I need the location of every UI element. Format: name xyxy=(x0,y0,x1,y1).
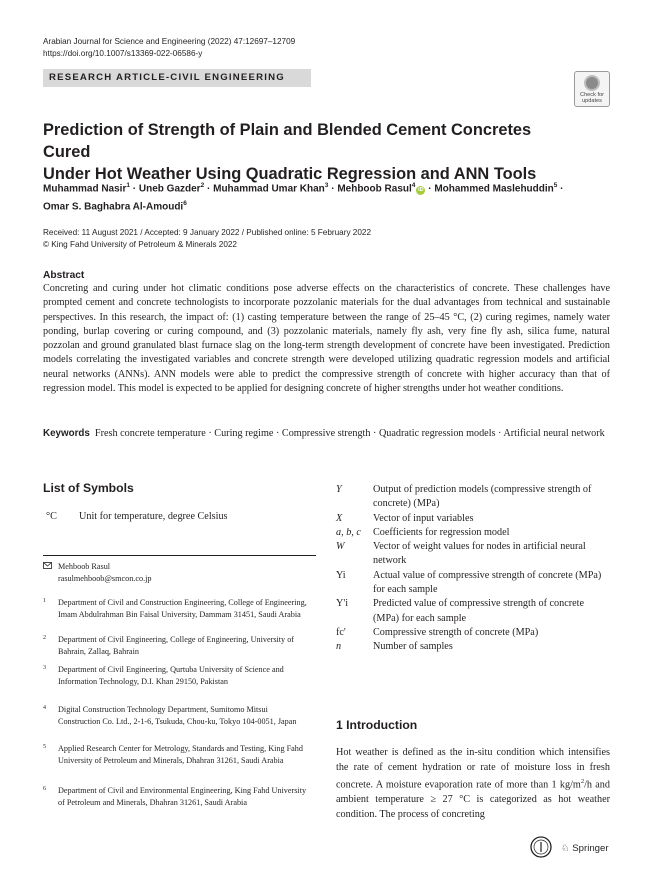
check-updates-label-2: updates xyxy=(582,98,602,104)
check-updates-icon xyxy=(584,75,600,91)
journal-citation xyxy=(43,36,295,60)
symbol-row: fc' Compressive strength of concrete (MPa) xyxy=(336,626,539,638)
paper-title xyxy=(43,119,583,185)
introduction-heading: 1 Introduction xyxy=(336,718,418,732)
check-for-updates-badge[interactable] xyxy=(574,71,610,107)
symbol-row: Y'i Predicted value of compressive strength of concrete (MPa) for each sample xyxy=(336,598,585,624)
orcid-icon[interactable]: iD xyxy=(418,187,424,194)
symbol-description: Unit for temperature, degree Celsius xyxy=(79,511,228,522)
springer-horse-icon: ♘ xyxy=(561,843,570,854)
corresponding-name: Mehboob Rasul xyxy=(58,562,111,571)
introduction-text: Hot weather is defined as the in-situ condition which intensifies the rate of cement hydration or rate of moisture loss in fresh concrete. A moisture evaporation rate of more than 1 $kg/m^2/h$ and ambient temperature ≥ 27 °C is categorized as hot weather condition. The process of concreting xyxy=(336,747,610,820)
title-line-1: Prediction of Strength of Plain and Blended Cement Concretes Cured xyxy=(43,121,532,161)
footnote-divider xyxy=(43,555,316,556)
author-line-2: Omar S. Baghabra Al-Amoudi$^6$ xyxy=(43,200,187,213)
copyright-line: © King Fahd University of Petroleum & Minerals 2022 xyxy=(43,239,237,249)
keywords-text: Fresh concrete temperature · Curing regime · Compressive strength · Quadratic regression models · Artificial neural network xyxy=(94,428,605,439)
list-of-symbols-heading: List of Symbols xyxy=(43,481,134,495)
symbol-key: °C xyxy=(46,511,57,522)
check-updates-label-1: Check for xyxy=(580,92,604,98)
section-banner: RESEARCH ARTICLE-CIVIL ENGINEERING xyxy=(43,69,311,87)
keywords xyxy=(43,427,610,441)
author-name[interactable]: Uneb Gazder xyxy=(138,183,201,195)
symbol-table xyxy=(336,483,610,655)
doi-link[interactable]: https://doi.org/10.1007/s13369-022-06586-y xyxy=(43,49,203,58)
dates-line: Received: 11 August 2021 / Accepted: 9 January 2022 / Published online: 5 February 2022 xyxy=(43,228,372,237)
corresponding-author xyxy=(43,561,316,585)
author-name[interactable]: Mehboob Rasul xyxy=(337,183,412,195)
journal-line: Arabian Journal for Science and Engineering (2022) 47:12697–12709 xyxy=(43,37,296,46)
symbol-row: W Vector of weight values for nodes in artificial neural network xyxy=(336,541,586,567)
title-line-2: Under Hot Weather Using Quadratic Regression and ANN Tools xyxy=(43,165,537,183)
abstract-text: Concreting and curing under hot climatic conditions pose adverse effects on the characteristics of concrete. These challenges have prompted cement and concrete technologists to incorporate pozzolanic materials for the dual advantages from technical and sustainable perspectives. In this research, the impact of: (1) casting temperature between the range of 25–45 °C, (2) curing regimes, namely water ponding, burlap covering or curing compound, and (3) pozzolanic materials, namely fly ash, very fine fly ash, silica fume, natural pozzolan and ground granulated blast furnace slag on the long-term strength development of concrete have been investigated. Prediction models correlating the investigated variables and concrete strength were developed utilizing quadratic regression models and artificial neural networks (ANNs). ANN models were able to predict the compressive strength of concrete with higher accuracy than that of regression model. This model is expected to be applied for designing concrete of higher strengths under hot weather conditions. xyxy=(43,283,610,395)
author-name[interactable]: Omar S. Baghabra Al-Amoudi xyxy=(43,201,184,213)
abstract-heading: Abstract xyxy=(43,270,85,281)
envelope-icon xyxy=(43,562,52,569)
author-name[interactable]: Muhammad Nasir xyxy=(43,183,127,195)
symbol-row: X Vector of input variables xyxy=(336,512,474,524)
author-line-1: Muhammad Nasir$^1$ · Uneb Gazder$^2$ · Muhammad Umar Khan$^3$ · Mehboob Rasul$^4$iD · Mohammed Maslehuddin$^5$ · xyxy=(43,182,564,195)
author-name[interactable]: Mohammed Maslehuddin xyxy=(434,183,554,195)
author-name[interactable]: Muhammad Umar Khan xyxy=(213,183,325,195)
springer-logo-icon xyxy=(530,836,552,858)
symbol-row: a, b, c Coefficients for regression model xyxy=(336,526,510,538)
author-list xyxy=(43,178,623,215)
keywords-label: Keywords xyxy=(43,428,90,439)
symbol-row: n Number of samples xyxy=(336,641,453,653)
corresponding-email[interactable]: rasulmehboob@smcon.co.jp xyxy=(58,573,152,583)
publisher-name: ♘ Springer xyxy=(561,843,609,854)
publication-dates xyxy=(43,227,371,250)
symbol-row: Yi Actual value of compressive strength of concrete (MPa) for each sample xyxy=(336,569,602,596)
symbol-row: Y Output of prediction models (compressive strength of concrete) (MPa) xyxy=(336,484,592,510)
